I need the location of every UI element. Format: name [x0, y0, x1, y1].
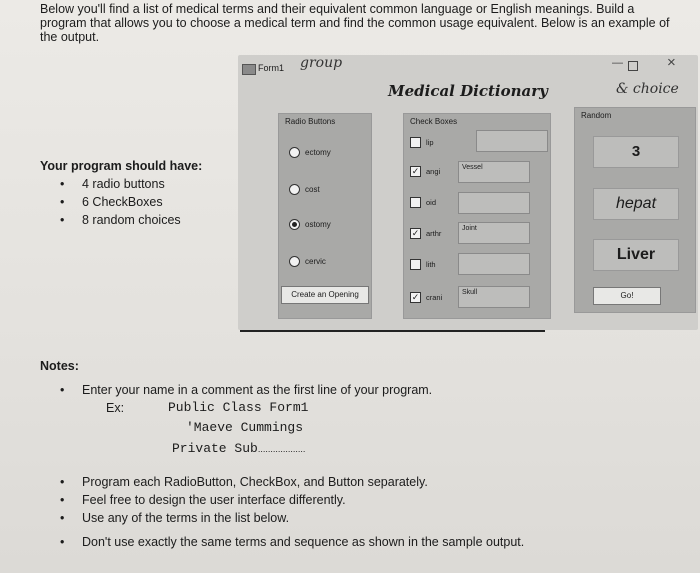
radio-button-group [278, 113, 372, 319]
checkbox-lith[interactable]: lith [410, 259, 436, 270]
code-line-3: Private Sub................... [172, 441, 306, 456]
requirements-section [40, 157, 202, 229]
note-item: • Program each RadioButton, CheckBox, and Button separately. [40, 473, 524, 491]
checkbox-group-title: Check Boxes [410, 117, 458, 126]
create-opening-button[interactable]: Create an Opening [281, 286, 369, 304]
form-icon [242, 64, 256, 75]
radio-circle[interactable] [289, 147, 300, 158]
checkbox-oid[interactable]: oid [410, 197, 436, 208]
checkbox-arthr[interactable]: ✓ arthr [411, 228, 442, 238]
checkbox-crani[interactable]: ✓ crani [411, 292, 443, 302]
handwritten-group-note: group [300, 55, 343, 71]
note-item: • Enter your name in a comment as the first line of your program. [40, 381, 524, 399]
term-textbox[interactable]: Skull [458, 286, 530, 308]
checkbox-square[interactable] [410, 137, 421, 148]
form-window [238, 55, 698, 330]
radio-option-cost[interactable]: cost [289, 184, 320, 195]
radio-circle-selected[interactable] [289, 219, 300, 230]
note-item: • Feel free to design the user interface differently. [40, 491, 524, 509]
note-item: • Don't use exactly the same terms and sequence as shown in the sample output. [40, 533, 524, 551]
code-line-1: Public Class Form1 [168, 400, 309, 415]
radio-circle[interactable] [289, 184, 300, 195]
random-group [574, 107, 696, 313]
app-title: Medical Dictionary [388, 82, 548, 100]
divider-line [240, 330, 545, 332]
title-bar [238, 55, 698, 83]
random-number-display: 3 [593, 136, 679, 168]
radio-option-cervic[interactable]: cervic [289, 256, 326, 267]
example-label: Ex: [106, 401, 125, 415]
minimize-icon[interactable]: — [612, 57, 623, 69]
code-example [40, 399, 524, 461]
window-title: Form1 [258, 63, 285, 73]
requirement-item: • 6 CheckBoxes [40, 193, 202, 211]
term-textbox[interactable]: Joint [458, 222, 530, 244]
checkmark-icon[interactable]: ✓ [411, 228, 420, 238]
checkbox-square[interactable] [410, 259, 421, 270]
term-textbox[interactable]: Vessel [458, 161, 530, 183]
term-textbox[interactable] [476, 130, 548, 152]
random-meaning-display: Liver [593, 239, 679, 271]
requirement-item: • 4 radio buttons [40, 175, 202, 193]
intro-paragraph: Below you'll find a list of medical terms and their equivalent common language or English meanings. Build a program that allows you to choose a medical term and find the common usage equivalent. Below is an example of the output. [40, 2, 670, 44]
note-item: • Use any of the terms in the list below. [40, 509, 524, 527]
requirement-item: • 8 random choices [40, 211, 202, 229]
checkbox-angi[interactable]: ✓ angi [411, 166, 441, 176]
radio-group-title: Radio Buttons [285, 117, 336, 126]
requirements-heading: Your program should have: [40, 159, 203, 173]
radio-circle[interactable] [289, 256, 300, 267]
checkmark-icon[interactable]: ✓ [411, 166, 420, 176]
radio-option-ectomy[interactable]: ectomy [289, 147, 331, 158]
go-button[interactable]: Go! [593, 287, 661, 305]
checkbox-lip[interactable]: lip [410, 137, 434, 148]
notes-section [40, 357, 524, 551]
maximize-icon[interactable] [628, 61, 638, 71]
notes-heading: Notes: [40, 359, 79, 373]
checkbox-group [403, 113, 551, 319]
close-icon[interactable]: × [667, 54, 676, 71]
checkmark-icon[interactable]: ✓ [411, 292, 420, 302]
code-line-2: 'Maeve Cummings [186, 420, 304, 435]
term-textbox[interactable] [458, 192, 530, 214]
random-group-title: Random [581, 111, 612, 120]
random-term-display: hepat [593, 188, 679, 220]
handwritten-choice-note: & choice [616, 81, 679, 97]
checkbox-square[interactable] [410, 197, 421, 208]
term-textbox[interactable] [458, 253, 530, 275]
radio-option-ostomy[interactable]: ostomy [289, 219, 331, 230]
